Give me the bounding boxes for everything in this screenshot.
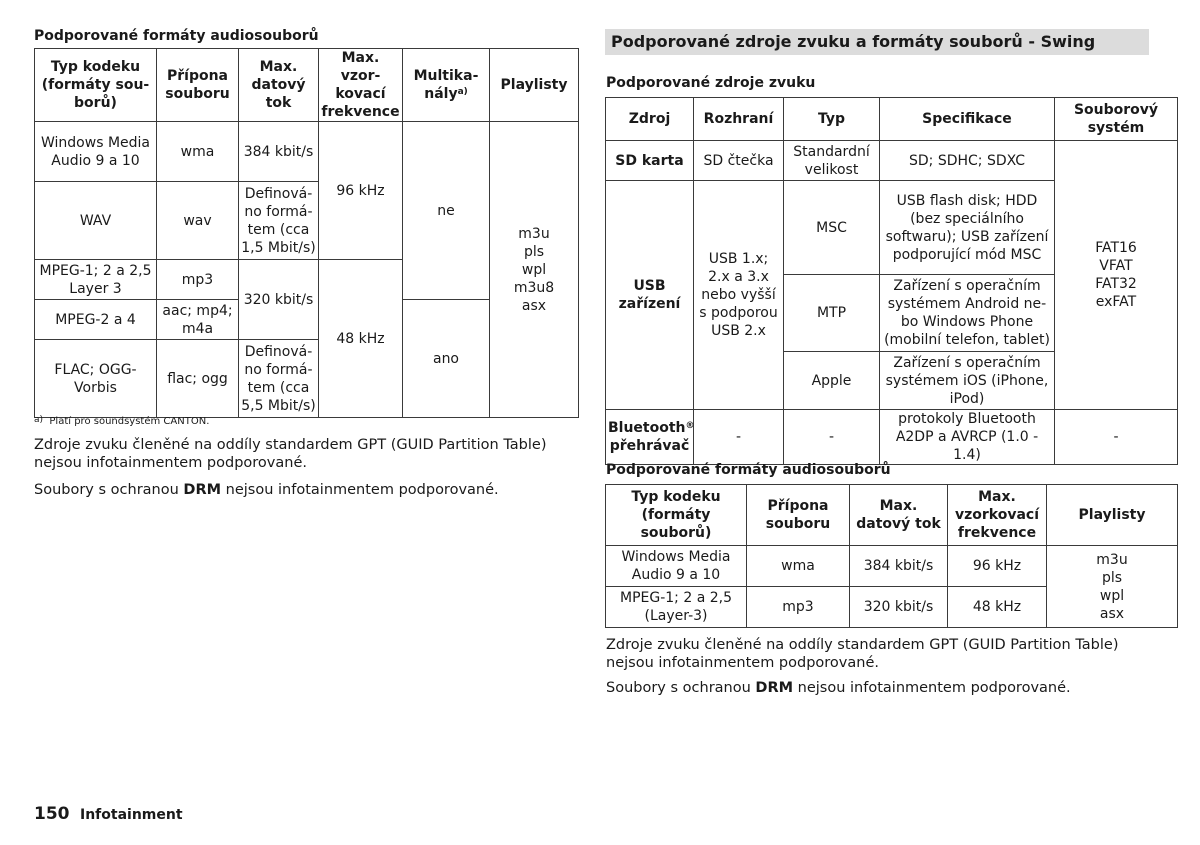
- col-playlists: Playlisty: [1047, 485, 1178, 546]
- col-extension: Přípona souboru: [157, 49, 239, 122]
- right-formats-heading: Podporované formáty audiosouborů: [606, 462, 891, 478]
- col-extension: Přípona souboru: [747, 485, 850, 546]
- col-codec: Typ kodeku (formáty souborů): [606, 485, 747, 546]
- footnote: a) Platí pro soundsystém CANTON.: [34, 415, 210, 427]
- multichannel-no: ne: [403, 122, 490, 300]
- table-row: Windows Media Audio 9 a 10 wma 384 kbit/s 96 kHz m3u pls wpl asx: [606, 546, 1178, 587]
- footnote-ref: a): [457, 87, 468, 97]
- col-sample-rate: Max. vzorkovací frekvence: [948, 485, 1047, 546]
- col-spec: Specifikace: [880, 98, 1055, 141]
- col-filesystem: Souborový systém: [1055, 98, 1178, 141]
- sources-table: [605, 97, 1178, 465]
- col-bitrate: Max. datový tok: [850, 485, 948, 546]
- section-title: Podporované zdroje zvuku a formáty souborů - Swing: [605, 29, 1149, 55]
- table-row: MPEG-2 a 4 aac; mp4; m4a ano: [35, 300, 579, 340]
- table-row: USB zařízení USB 1.x; 2.x a 3.x nebo vyšší s podporou USB 2.x MSC USB flash disk; HDD (bez speciálního softwaru); USB zařízení podporující mód MSC: [606, 181, 1178, 275]
- playlists-cell: m3u pls wpl asx: [1047, 546, 1178, 628]
- left-drm-note: Soubory s ochranou DRM nejsou infotainmentem podporované.: [34, 482, 499, 498]
- playlists-cell: m3u pls wpl m3u8 asx: [490, 122, 579, 418]
- table-row: Apple Zařízení s operačním systémem iOS (iPhone, iPod): [606, 352, 1178, 410]
- table-row: WAV wav Definováno formátem (cca 1,5 Mbit/s): [35, 182, 579, 260]
- col-source: Zdroj: [606, 98, 694, 141]
- page-number: 150: [34, 804, 70, 824]
- table-row: MTP Zařízení s operačním systémem Android nebo Windows Phone (mobilní telefon, tablet): [606, 275, 1178, 352]
- table-row: SD karta SD čtečka Standardní velikost SD; SDHC; SDXC FAT16 VFAT FAT32 exFAT: [606, 141, 1178, 181]
- table-row: Bluetooth® přehrávač - - protokoly Bluetooth A2DP a AVRCP (1.0 - 1.4) -: [606, 410, 1178, 465]
- col-bitrate: Max. datový tok: [239, 49, 319, 122]
- table-row: MPEG-1; 2 a 2,5 (Layer-3) mp3 320 kbit/s 48 kHz: [606, 587, 1178, 628]
- col-interface: Rozhraní: [694, 98, 784, 141]
- footer-section: Infotainment: [80, 807, 183, 823]
- col-sample-rate: Max. vzorkovací frekvence: [319, 49, 403, 122]
- multichannel-yes: ano: [403, 300, 490, 418]
- right-formats-table: [605, 484, 1178, 628]
- left-gpt-note: Zdroje zvuku členěné na oddíly standardem GPT (GUID Partition Table) nejsou infotainmentem podporované.: [34, 437, 547, 471]
- right-drm-note: Soubory s ochranou DRM nejsou infotainmentem podporované.: [606, 680, 1071, 696]
- left-formats-table: [34, 48, 579, 418]
- sources-heading: Podporované zdroje zvuku: [606, 75, 816, 91]
- col-playlists: Playlisty: [490, 49, 579, 122]
- left-heading: Podporované formáty audiosouborů: [34, 28, 319, 44]
- table-row: Windows Media Audio 9 a 10 wma 384 kbit/s 96 kHz ne m3u pls wpl m3u8 asx: [35, 122, 579, 182]
- right-gpt-note: Zdroje zvuku členěné na oddíly standardem GPT (GUID Partition Table) nejsou infotainmentem podporované.: [606, 637, 1119, 671]
- col-codec: Typ kodeku (formáty souborů): [35, 49, 157, 122]
- col-multichannel: Multikanály$^{a)}$: [403, 49, 490, 122]
- table-row: FLAC; OGG-Vorbis flac; ogg Definováno formátem (cca 5,5 Mbit/s): [35, 340, 579, 418]
- table-row: MPEG-1; 2 a 2,5 Layer 3 mp3 320 kbit/s 48 kHz: [35, 260, 579, 300]
- freq-48: 48 kHz: [319, 260, 403, 418]
- filesystem-cell: FAT16 VFAT FAT32 exFAT: [1055, 141, 1178, 410]
- col-type: Typ: [784, 98, 880, 141]
- freq-96: 96 kHz: [319, 122, 403, 260]
